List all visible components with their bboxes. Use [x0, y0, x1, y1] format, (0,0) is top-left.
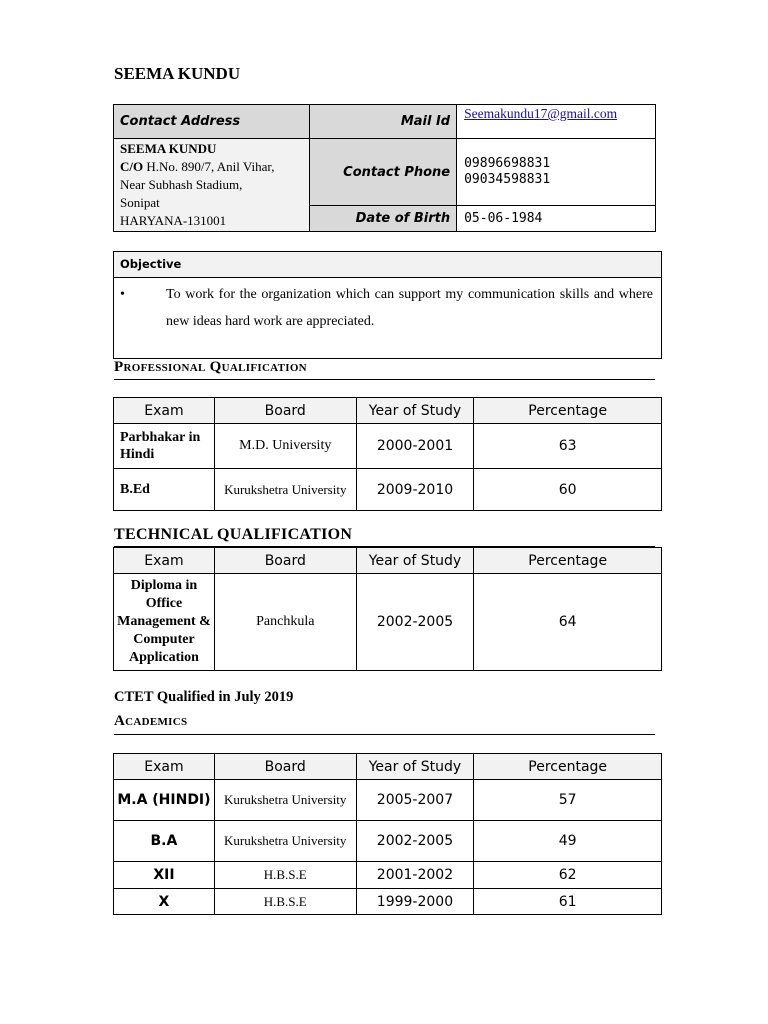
table-row	[114, 469, 662, 511]
table-header-row	[114, 754, 662, 780]
percentage-cell: 49	[474, 821, 662, 862]
col-year: Year of Study	[356, 548, 474, 574]
year-cell: 2002-2005	[356, 821, 474, 862]
resume-name: SEEMA KUNDU	[114, 64, 241, 83]
year-cell: 1999-2000	[356, 889, 474, 915]
address-name: SEEMA KUNDU	[120, 141, 217, 156]
contact-table	[113, 104, 656, 232]
table-row	[114, 821, 662, 862]
table-row	[114, 424, 662, 469]
technical-heading: TECHNICAL QUALIFICATION	[114, 526, 655, 547]
year-cell: 2002-2005	[356, 574, 474, 671]
academics-heading: Academics	[114, 713, 655, 735]
col-board: Board	[214, 398, 356, 424]
board-cell: Panchkula	[214, 574, 356, 671]
exam-cell: M.A (HINDI)	[114, 780, 215, 821]
address-line3: Sonipat	[120, 195, 160, 210]
objective-heading: Objective	[114, 252, 661, 278]
col-board: Board	[214, 754, 356, 780]
contact-address-label: Contact Address	[114, 105, 310, 139]
phone-2: 09034598831	[464, 172, 551, 188]
col-percentage: Percentage	[474, 754, 662, 780]
objective-box	[113, 251, 662, 359]
col-exam: Exam	[114, 548, 215, 574]
percentage-cell: 57	[474, 780, 662, 821]
col-exam: Exam	[114, 754, 215, 780]
contact-phone-label: Contact Phone	[310, 139, 457, 206]
table-row	[114, 780, 662, 821]
percentage-cell: 62	[474, 862, 662, 889]
professional-table	[113, 397, 662, 511]
email-link[interactable]: Seemakundu17@gmail.com	[464, 106, 618, 121]
exam-cell: Parbhakar in Hindi	[114, 424, 215, 469]
professional-heading: Professional Qualification	[114, 359, 655, 380]
table-header-row	[114, 548, 662, 574]
col-exam: Exam	[114, 398, 215, 424]
board-cell: M.D. University	[214, 424, 356, 469]
contact-address	[114, 139, 310, 232]
academics-table	[113, 753, 662, 915]
ctet-note: CTET Qualified in July 2019	[114, 689, 294, 705]
technical-table	[113, 547, 662, 671]
board-cell: Kurukshetra University	[214, 469, 356, 511]
year-cell: 2005-2007	[356, 780, 474, 821]
contact-phone	[457, 139, 656, 206]
exam-cell: X	[114, 889, 215, 915]
exam-cell: B.A	[114, 821, 215, 862]
objective-text: To work for the organization which can support my communication skills and where new ideas hard work are appreciated.	[166, 287, 653, 329]
board-cell: Kurukshetra University	[214, 780, 356, 821]
table-row	[114, 574, 662, 671]
mail-id-label: Mail Id	[310, 105, 457, 139]
exam-cell: B.Ed	[114, 469, 215, 511]
exam-cell: XII	[114, 862, 215, 889]
address-line4: HARYANA-131001	[120, 213, 227, 228]
percentage-cell: 61	[474, 889, 662, 915]
dob-label: Date of Birth	[310, 206, 457, 232]
address-line1: C/O H.No. 890/7, Anil Vihar,	[120, 159, 275, 174]
objective-body	[114, 278, 661, 335]
percentage-cell: 64	[474, 574, 662, 671]
col-year: Year of Study	[356, 754, 474, 780]
board-cell: Kurukshetra University	[214, 821, 356, 862]
year-cell: 2001-2002	[356, 862, 474, 889]
year-cell: 2009-2010	[356, 469, 474, 511]
phone-1: 09896698831	[464, 156, 551, 172]
address-line2: Near Subhash Stadium,	[120, 177, 243, 192]
board-cell: H.B.S.E	[214, 862, 356, 889]
col-percentage: Percentage	[474, 548, 662, 574]
dob-value: 05-06-1984	[457, 206, 656, 232]
table-header-row	[114, 398, 662, 424]
col-board: Board	[214, 548, 356, 574]
col-year: Year of Study	[356, 398, 474, 424]
board-cell: H.B.S.E	[214, 889, 356, 915]
bullet: •	[120, 287, 125, 302]
table-row	[114, 862, 662, 889]
col-percentage: Percentage	[474, 398, 662, 424]
year-cell: 2000-2001	[356, 424, 474, 469]
exam-cell: Diploma in Office Management & Computer Application	[114, 574, 215, 671]
percentage-cell: 60	[474, 469, 662, 511]
percentage-cell: 63	[474, 424, 662, 469]
table-row	[114, 889, 662, 915]
